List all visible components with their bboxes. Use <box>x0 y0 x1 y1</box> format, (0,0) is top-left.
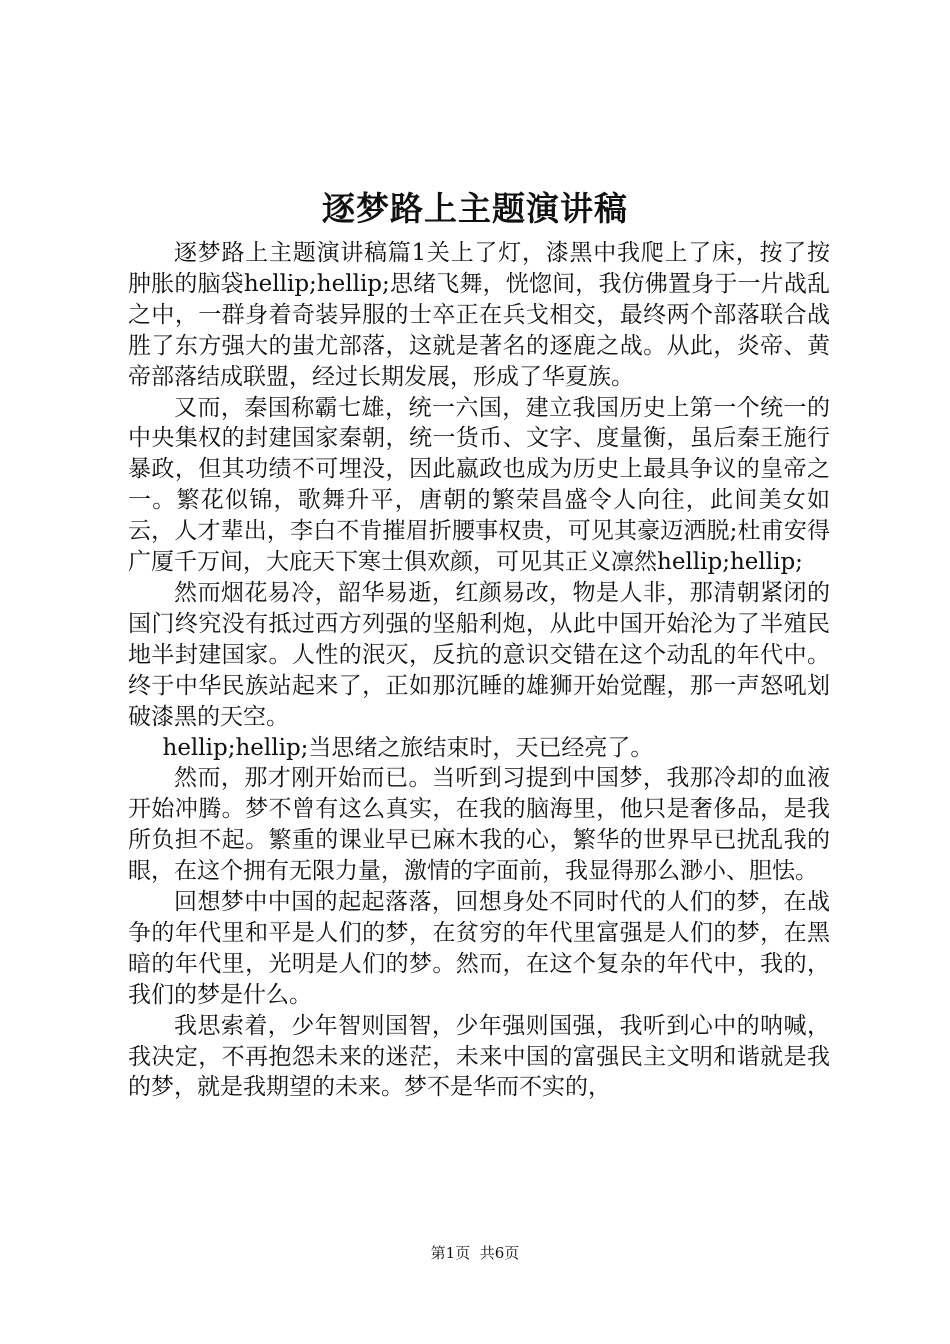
paragraph-7: 我思索着，少年智则国智，少年强则国强，我听到心中的呐喊，我决定，不再抱怨未来的迷茫，未来中国的富强民主文明和谐就是我的梦，就是我期望的未来。梦不是华而不实的， <box>128 1012 830 1101</box>
paragraph-3: 然而烟花易冷，韶华易逝，红颜易改，物是人非，那清朝紧闭的国门终究没有抵过西方列强的坚船利炮，从此中国开始沦为了半殖民地半封建国家。人性的泯灭，反抗的意识交错在这个动乱的年代中。终于中华民族站起来了，正如那沉睡的雄狮开始觉醒，那一声怒吼划破漆黑的天空。 <box>128 579 830 730</box>
page-total: 共6页 <box>479 1244 520 1262</box>
paragraph-1: 逐梦路上主题演讲稿篇1关上了灯，漆黑中我爬上了床，按了按肿胀的脑袋hellip;hellip;思绪飞舞，恍惚间，我仿佛置身于一片战乱之中，一群身着奇装异服的士卒正在兵戈相交，最终两个部落联合战胜了东方强大的蚩尤部落，这就是著名的逐鹿之战。从此，炎帝、黄帝部落结成联盟，经过长期发展，形成了华夏族。 <box>128 240 830 390</box>
paragraph-2: 又而，秦国称霸七雄，统一六国，建立我国历史上第一个统一的中央集权的封建国家秦朝，统一货币、文字、度量衡，虽后秦王施行暴政，但其功绩不可埋没，因此嬴政也成为历史上最具争议的皇帝之一。繁花似锦，歌舞升平，唐朝的繁荣昌盛令人向往，此间美女如云，人才辈出，李白不肯摧眉折腰事权贵，可见其豪迈洒脱;杜甫安得广厦千万间，大庇天下寒士俱欢颜，可见其正义凛然hellip;hellip; <box>128 394 830 576</box>
page-number: 第1页 <box>430 1244 471 1262</box>
page-footer <box>0 1243 950 1263</box>
document-body <box>128 238 830 1103</box>
paragraph-4: hellip;hellip;当思绪之旅结束时，天已经亮了。 <box>162 734 654 761</box>
paragraph-5: 然而，那才刚开始而已。当听到习提到中国梦，我那冷却的血液开始冲腾。梦不曾有这么真实，在我的脑海里，他只是奢侈品，是我所负担不起。繁重的课业早已麻木我的心，繁华的世界早已扰乱我的眼，在这个拥有无限力量，激情的字面前，我显得那么渺小、胆怯。 <box>128 765 830 885</box>
document-title: 逐梦路上主题演讲稿 <box>322 189 628 228</box>
paragraph-6: 回想梦中中国的起起落落，回想身处不同时代的人们的梦，在战争的年代里和平是人们的梦，在贫穷的年代里富强是人们的梦，在黑暗的年代里，光明是人们的梦。然而，在这个复杂的年代中，我的，我们的梦是什么。 <box>128 889 830 1008</box>
